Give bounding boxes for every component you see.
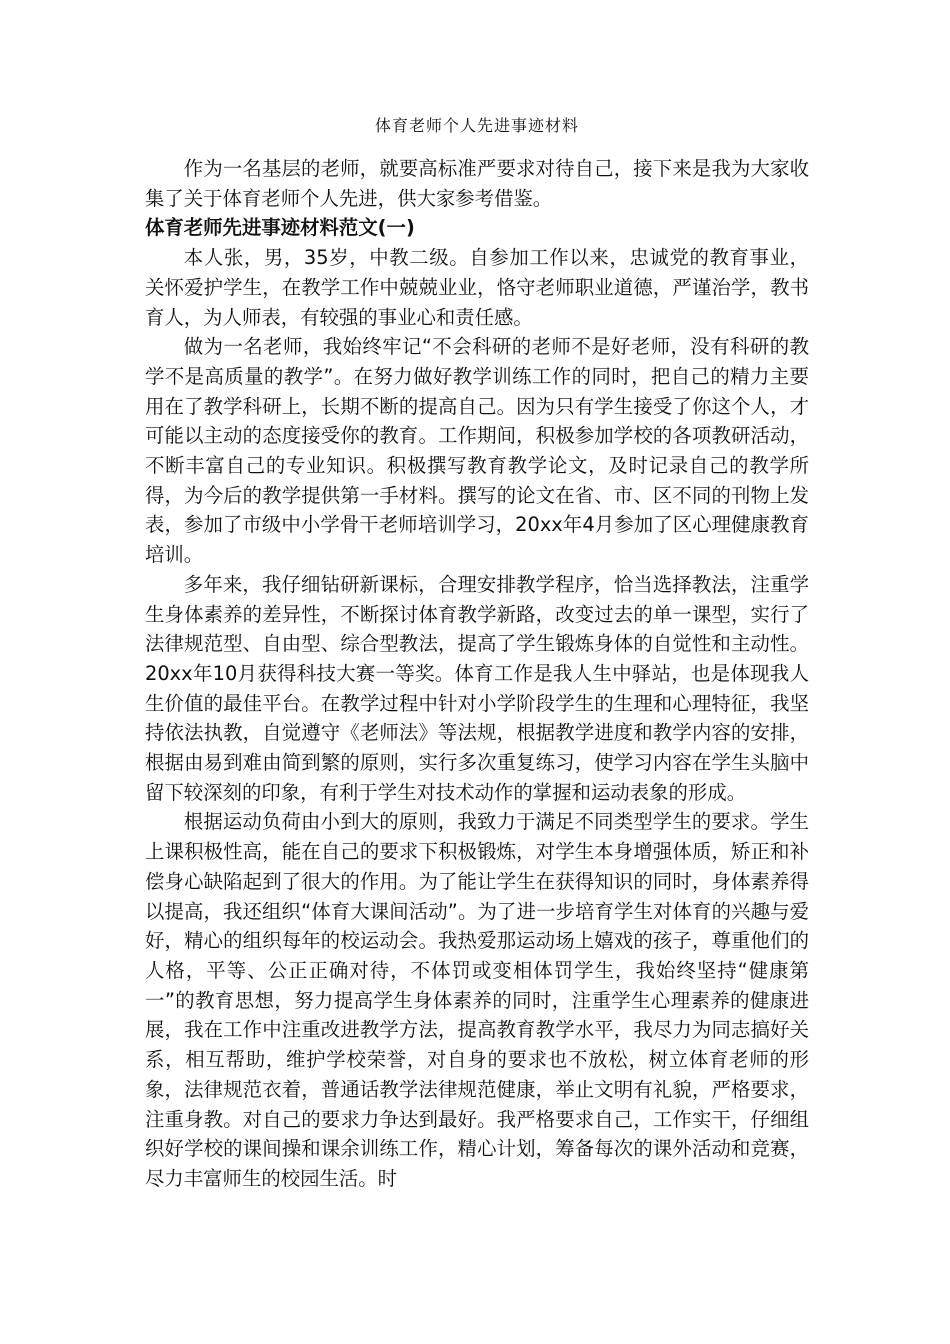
document-page xyxy=(145,112,809,1194)
section-heading: 体育老师先进事迹材料范文(一) xyxy=(145,216,415,240)
body-paragraph-2: 做为一名老师，我始终牢记“不会科研的老师不是好老师，没有科研的教学不是高质量的教学”。在努力做好教学训练工作的同时，把自己的精力主要用在了教学科研上，长期不断的提高自己。因为只有学生接受了你这个人，才可能以主动的态度接受你的教育。工作期间，积极参加学校的各项教研活动，不断丰富自己的专业知识。积极撰写教育教学论文，及时记录自己的教学所得，为今后的教学提供第一手材料。撰写的论文在省、市、区不同的刊物上发表，参加了市级中小学骨干老师培训学习，20xx年4月参加了区心理健康教育培训。 xyxy=(145,335,809,567)
intro-paragraph: 作为一名基层的老师，就要高标准严要求对待自己，接下来是我为大家收集了关于体育老师个人先进，供大家参考借鉴。 xyxy=(145,157,809,210)
body-paragraph-3: 多年来，我仔细钻研新课标，合理安排教学程序，恰当选择教法，注重学生身体素养的差异性，不断探讨体育教学新路，改变过去的单一课型，实行了法律规范型、自由型、综合型教法，提高了学生锻炼身体的自觉性和主动性。20xx年10月获得科技大赛一等奖。体育工作是我人生中驿站，也是体现我人生价值的最佳平台。在教学过程中针对小学阶段学生的生理和心理特征，我坚持依法执教，自觉遵守《老师法》等法规，根据教学进度和教学内容的安排，根据由易到难由简到繁的原则，实行多次重复练习，使学习内容在学生头脑中留下较深刻的印象，有利于学生对技术动作的掌握和运动表象的形成。 xyxy=(145,572,810,804)
body-paragraph-4: 根据运动负荷由小到大的原则，我致力于满足不同类型学生的要求。学生上课积极性高，能在自己的要求下积极锻炼，对学生本身增强体质，矫正和补偿身心缺陷起到了很大的作用。为了能让学生在获得知识的同时，身体素养得以提高，我还组织“体育大课间活动”。为了进一步培育学生对体育的兴趣与爱好，精心的组织每年的校运动会。我热爱那运动场上嬉戏的孩子，尊重他们的人格，平等、公正正确对待，不体罚或变相体罚学生，我始终坚持“健康第一”的教育思想，努力提高学生身体素养的同时，注重学生心理素养的健康进展，我在工作中注重改进教学方法，提高教育教学水平，我尽力为同志搞好关系，相互帮助，维护学校荣誉，对自身的要求也不放松，树立体育老师的形象，法律规范衣着，普通话教学法律规范健康，举止文明有礼貌，严格要求，注重身教。对自己的要求力争达到最好。我严格要求自己，工作实干，仔细组织好学校的课间操和课余训练工作，精心计划，筹备每次的课外活动和竞赛，尽力丰富师生的校园生活。时 xyxy=(145,810,809,1190)
body-paragraph-1: 本人张，男，35岁，中教二级。自参加工作以来，忠诚党的教育事业，关怀爱护学生，在教学工作中兢兢业业，恪守老师职业道德，严谨治学，教书育人，为人师表，有较强的事业心和责任感。 xyxy=(145,246,809,329)
document-title: 体育老师个人先进事迹材料 xyxy=(374,116,579,135)
